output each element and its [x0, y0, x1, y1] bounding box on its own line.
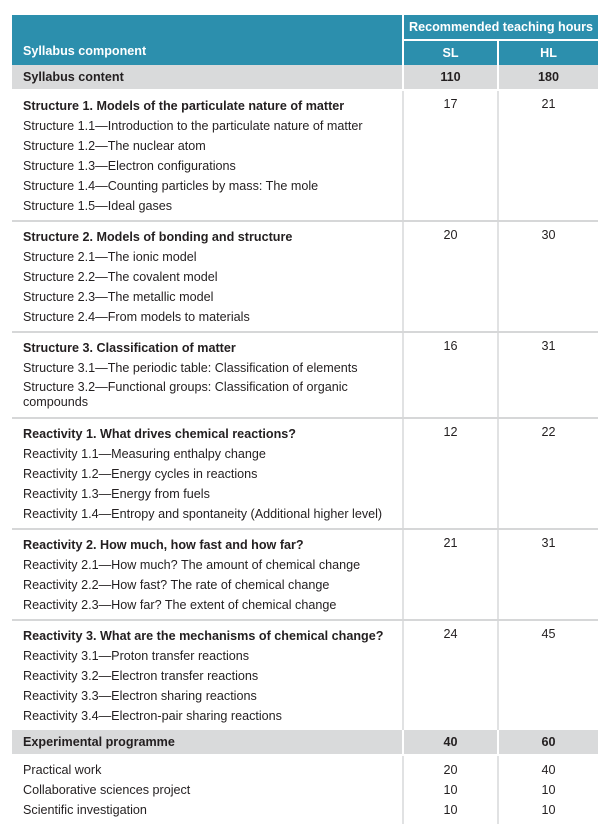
topic-group-structure-2	[12, 221, 598, 332]
sl-hours: 12	[403, 418, 498, 529]
subtopic-item: Reactivity 1.3—Energy from fuels	[23, 487, 210, 501]
table-row	[12, 418, 598, 529]
syllabus-content-section	[12, 65, 598, 90]
subtopic-item: Structure 2.4—From models to materials	[23, 310, 250, 324]
programme-item: Practical work	[23, 763, 102, 777]
subtopic-item: Reactivity 1.1—Measuring enthalpy change	[23, 447, 266, 461]
sl-hours: 20	[443, 763, 458, 777]
experimental-programme-hl: 60	[498, 730, 598, 755]
topic-heading: Reactivity 2. How much, how fast and how far?	[23, 538, 304, 552]
topic-group-reactivity-1	[12, 418, 598, 529]
table-row	[12, 755, 598, 824]
hl-hours: 10	[541, 783, 556, 797]
table-row	[12, 221, 598, 332]
hl-hours: 21	[498, 90, 598, 221]
teaching-hours-table	[12, 15, 598, 824]
programme-item: Scientific investigation	[23, 803, 147, 817]
syllabus-content-hl: 180	[498, 65, 598, 90]
subtopic-item: Structure 3.2—Functional groups: Classification of organic compounds	[23, 380, 348, 409]
subtopic-item: Reactivity 2.2—How fast? The rate of chemical change	[23, 578, 330, 592]
topic-heading: Structure 3. Classification of matter	[23, 341, 236, 355]
hl-hours: 22	[498, 418, 598, 529]
syllabus-component-header: Syllabus component	[12, 15, 403, 65]
topic-cell	[12, 221, 403, 332]
subtopic-item: Structure 2.3—The metallic model	[23, 290, 214, 304]
subtopic-item: Structure 3.1—The periodic table: Classification of elements	[23, 361, 358, 375]
sl-hours: 17	[403, 90, 498, 221]
sl-hours: 21	[403, 529, 498, 620]
experimental-programme-row	[12, 730, 598, 755]
table-row	[12, 332, 598, 418]
topic-group-reactivity-3	[12, 620, 598, 730]
sl-header: SL	[403, 40, 498, 65]
table-row	[12, 620, 598, 730]
subtopic-item: Structure 1.5—Ideal gases	[23, 199, 173, 213]
hl-hours: 30	[498, 221, 598, 332]
hl-hours: 31	[498, 529, 598, 620]
subtopic-item: Reactivity 3.4—Electron-pair sharing reactions	[23, 709, 282, 723]
subtopic-item: Reactivity 1.4—Entropy and spontaneity (Additional higher level)	[23, 507, 383, 521]
hl-hours: 31	[498, 332, 598, 418]
topic-group-structure-1	[12, 90, 598, 221]
subtopic-item: Reactivity 2.1—How much? The amount of chemical change	[23, 558, 361, 572]
subtopic-item: Reactivity 3.1—Proton transfer reactions	[23, 649, 250, 663]
subtopic-item: Structure 1.2—The nuclear atom	[23, 139, 206, 153]
experimental-programme-section	[12, 730, 598, 755]
subtopic-item: Structure 1.3—Electron configurations	[23, 159, 236, 173]
table-row	[12, 90, 598, 221]
programme-item: Collaborative sciences project	[23, 783, 191, 797]
topic-cell	[12, 529, 403, 620]
subtopic-item: Reactivity 1.2—Energy cycles in reactions	[23, 467, 258, 481]
programme-items-cell	[12, 755, 403, 824]
topic-cell	[12, 90, 403, 221]
hl-hours: 45	[498, 620, 598, 730]
subtopic-item: Reactivity 3.2—Electron transfer reactions	[23, 669, 259, 683]
topic-cell	[12, 620, 403, 730]
syllabus-content-sl: 110	[403, 65, 498, 90]
subtopic-item: Reactivity 2.3—How far? The extent of chemical change	[23, 598, 337, 612]
sl-hours: 24	[403, 620, 498, 730]
hl-header: HL	[498, 40, 598, 65]
subtopic-item: Structure 2.2—The covalent model	[23, 270, 218, 284]
topic-group-reactivity-2	[12, 529, 598, 620]
subtopic-item: Structure 2.1—The ionic model	[23, 250, 197, 264]
topic-heading: Reactivity 1. What drives chemical reactions?	[23, 427, 296, 441]
hl-hours: 40	[541, 763, 556, 777]
topic-heading: Structure 2. Models of bonding and structure	[23, 230, 293, 244]
sl-hours: 20	[403, 221, 498, 332]
subtopic-item: Reactivity 3.3—Electron sharing reactions	[23, 689, 257, 703]
experimental-programme-items	[12, 755, 598, 824]
hl-hours: 10	[541, 803, 556, 817]
programme-hl-cell	[498, 755, 598, 824]
table-row	[12, 529, 598, 620]
sl-hours: 10	[443, 783, 458, 797]
experimental-programme-sl: 40	[403, 730, 498, 755]
subtopic-item: Structure 1.4—Counting particles by mass: The mole	[23, 179, 319, 193]
table-header	[12, 15, 598, 65]
topic-cell	[12, 332, 403, 418]
programme-sl-cell	[403, 755, 498, 824]
syllabus-content-row	[12, 65, 598, 90]
subtopic-item: Structure 1.1—Introduction to the particulate nature of matter	[23, 119, 363, 133]
experimental-programme-label: Experimental programme	[12, 730, 403, 755]
topic-group-structure-3	[12, 332, 598, 418]
topic-heading: Reactivity 3. What are the mechanisms of chemical change?	[23, 629, 384, 643]
sl-hours: 10	[443, 803, 458, 817]
topic-heading: Structure 1. Models of the particulate nature of matter	[23, 99, 345, 113]
syllabus-content-label: Syllabus content	[12, 65, 403, 90]
topic-cell	[12, 418, 403, 529]
sl-hours: 16	[403, 332, 498, 418]
recommended-hours-header: Recommended teaching hours	[403, 15, 598, 40]
